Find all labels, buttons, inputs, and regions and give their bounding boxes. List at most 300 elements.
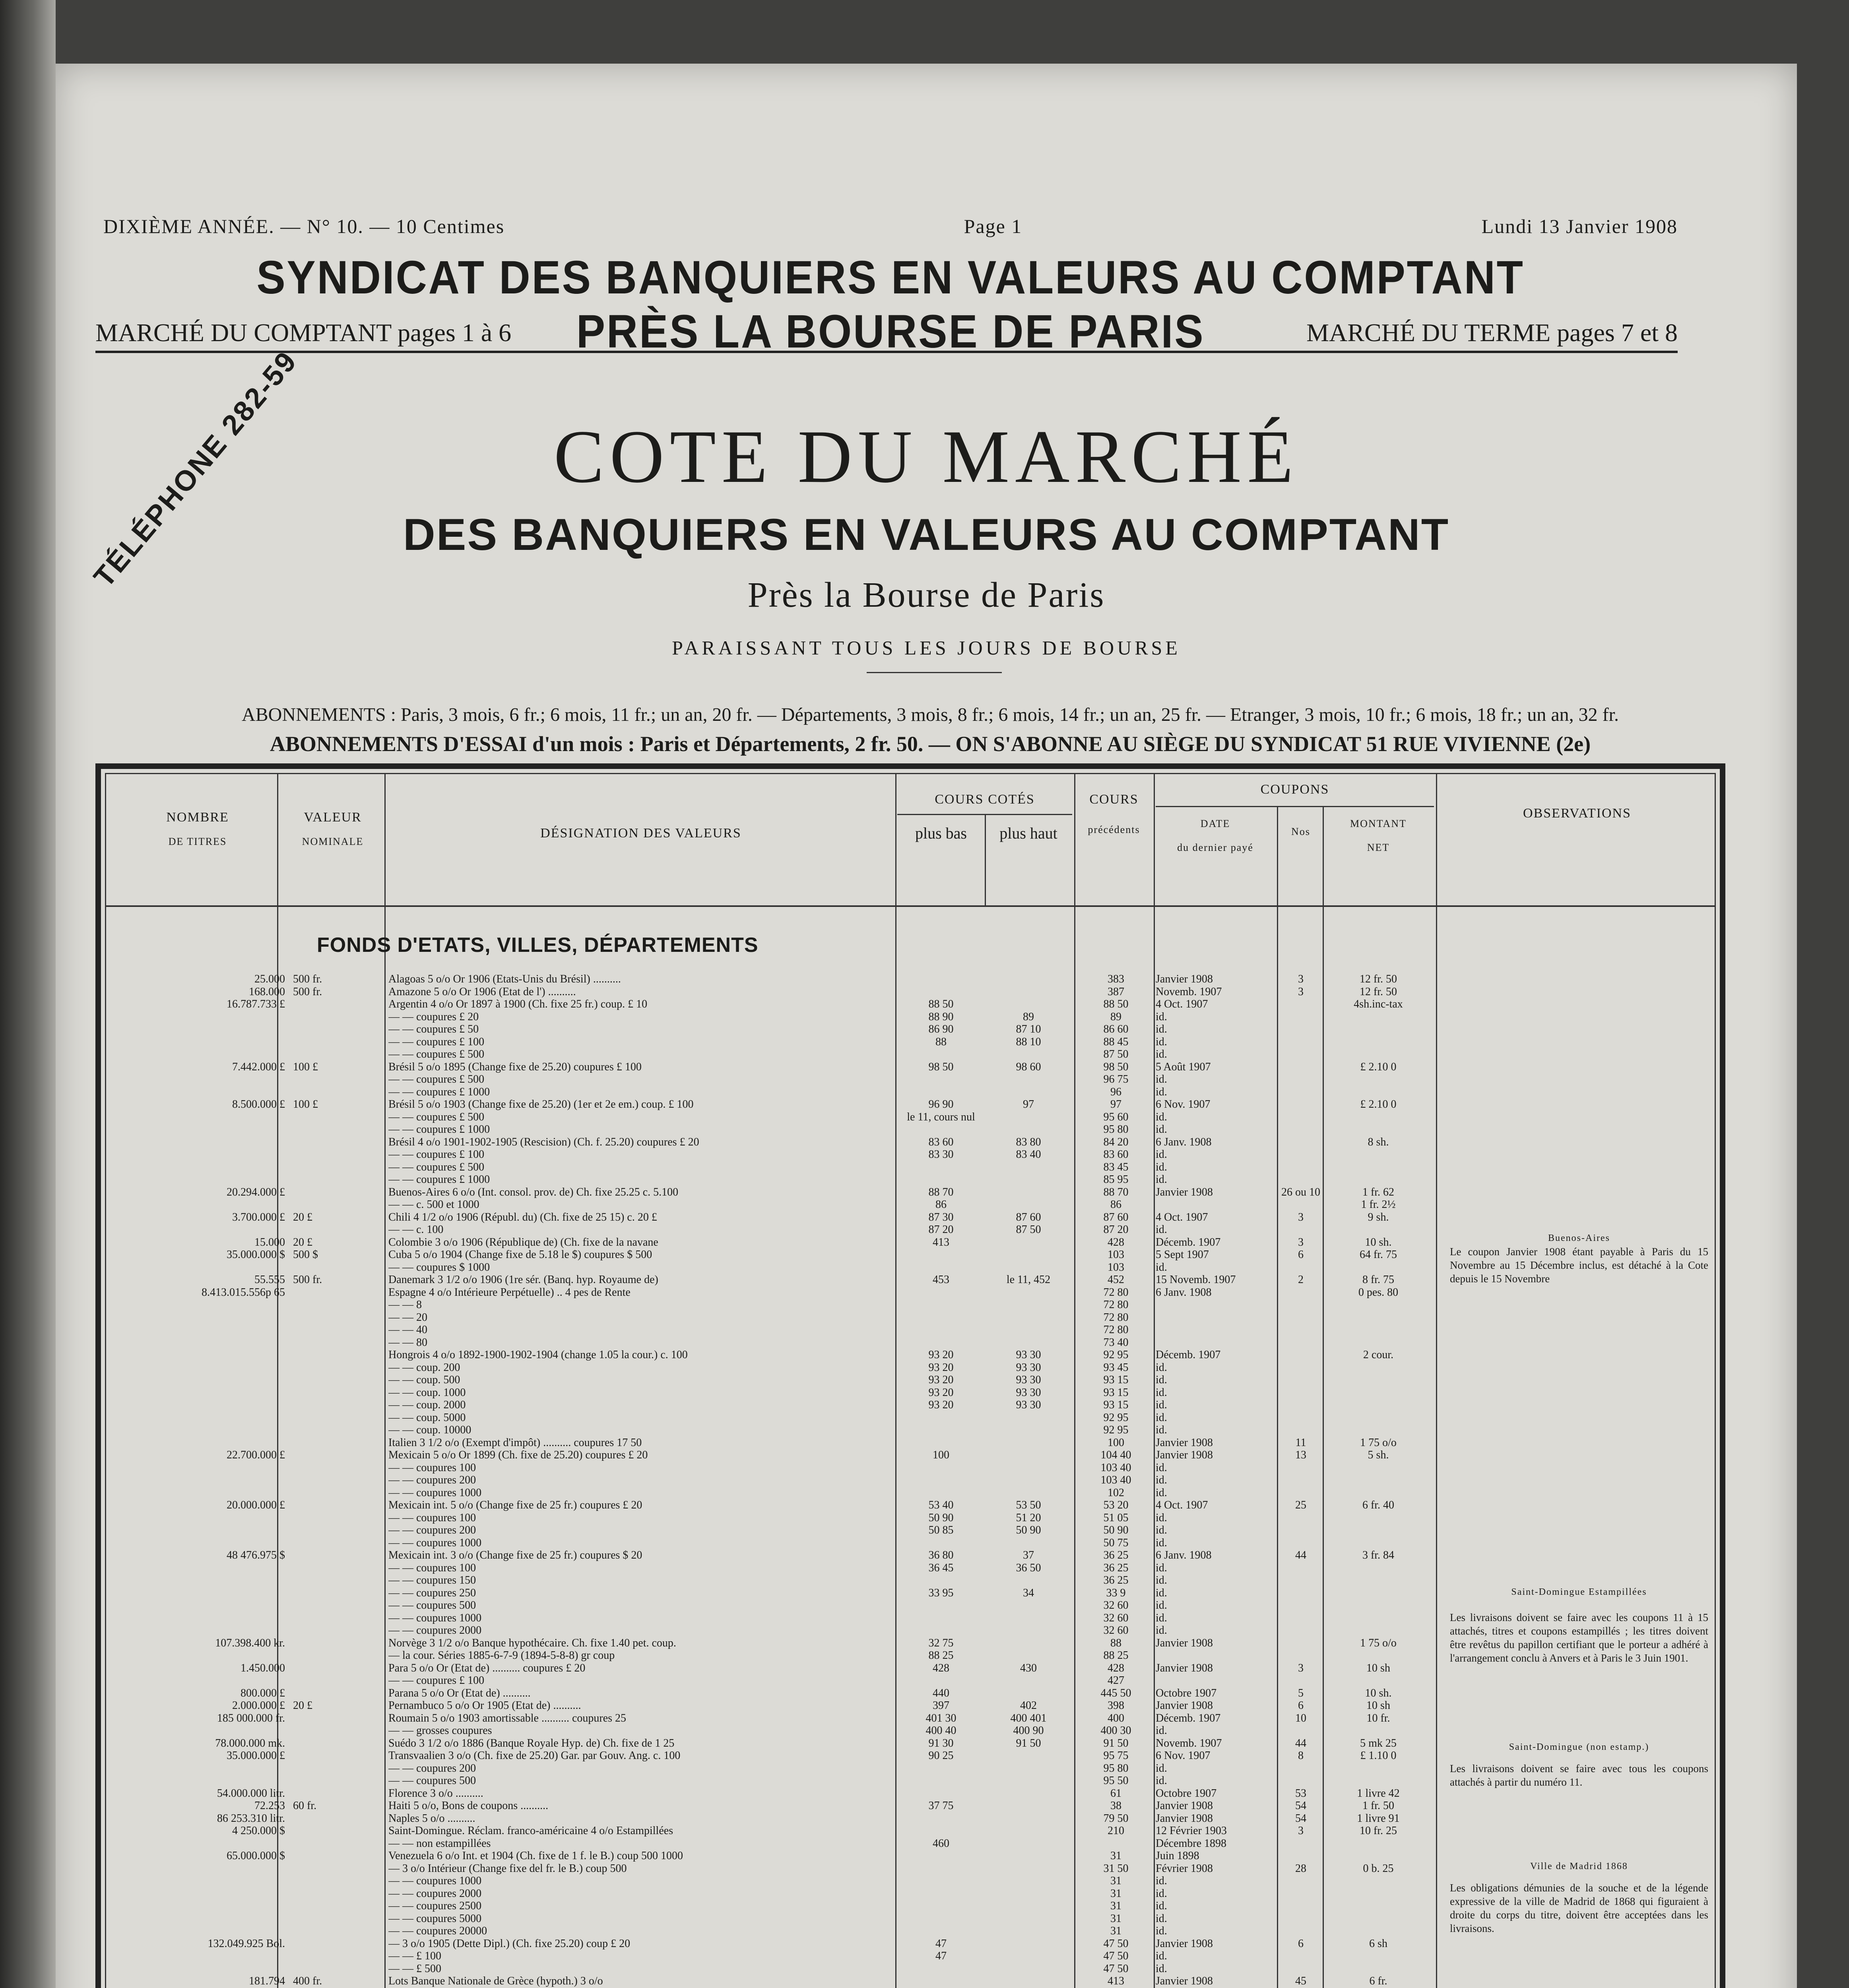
cell-cours-precedents: 92 95 <box>1103 1424 1129 1436</box>
cell-designation: — — coupures $ 1000 <box>388 1261 490 1274</box>
cell-designation: — — coupures 1000 <box>388 1486 482 1499</box>
section-title: FONDS D'ETATS, VILLES, DÉPARTEMENTS <box>317 934 759 957</box>
cell-cours-precedents: 210 <box>1108 1825 1124 1837</box>
cell-plus-haut: 83 80 <box>1016 1136 1041 1148</box>
newspaper-page <box>56 64 1797 1988</box>
cell-coupon-numero: 3 <box>1298 973 1304 985</box>
cell-coupon-numero: 3 <box>1298 985 1304 998</box>
cell-nombre: 8.500.000 £ <box>232 1098 285 1110</box>
cell-coupon-numero: 6 <box>1298 1248 1304 1261</box>
cell-coupon-date: Novemb. 1907 <box>1156 1737 1222 1749</box>
table-row <box>106 1211 1715 1223</box>
cell-designation: — — 20 <box>388 1311 427 1324</box>
issue-date: Lundi 13 Janvier 1908 <box>1481 215 1678 237</box>
cell-coupon-numero: 6 <box>1298 1699 1304 1712</box>
cell-coupon-montant: 8 sh. <box>1368 1136 1389 1148</box>
cell-designation: — — coup. 10000 <box>388 1424 471 1436</box>
cell-coupon-date: id. <box>1156 1925 1167 1937</box>
cell-coupon-montant: 0 b. 25 <box>1363 1862 1394 1875</box>
cell-coupon-numero: 2 <box>1298 1274 1304 1286</box>
table-row <box>106 1123 1715 1135</box>
cell-designation: Saint-Domingue. Réclam. franco-américaine 4 o/o Estampillées <box>388 1825 673 1837</box>
cell-plus-bas: 83 30 <box>928 1148 954 1161</box>
cell-coupon-date: id. <box>1156 1962 1167 1975</box>
cell-coupon-date: id. <box>1156 1010 1167 1023</box>
cell-cours-precedents: 93 15 <box>1103 1399 1129 1411</box>
cell-plus-haut: 97 <box>1023 1098 1034 1110</box>
cell-designation: — — coupures £ 1000 <box>388 1123 490 1136</box>
cell-coupon-date: id. <box>1156 1724 1167 1737</box>
cell-cours-precedents: 93 15 <box>1103 1374 1129 1386</box>
table-row <box>106 1399 1715 1411</box>
cell-cours-precedents: 103 40 <box>1100 1474 1131 1486</box>
cell-plus-haut: 93 30 <box>1016 1386 1041 1399</box>
cell-cours-precedents: 400 <box>1108 1712 1124 1724</box>
cell-designation: — — coup. 200 <box>388 1361 460 1374</box>
cell-coupon-date: id. <box>1156 1261 1167 1274</box>
cell-plus-bas: 47 <box>935 1950 947 1962</box>
cell-cours-precedents: 47 50 <box>1103 1937 1129 1950</box>
cell-cours-precedents: 50 90 <box>1103 1524 1129 1536</box>
cell-coupon-numero: 54 <box>1295 1800 1306 1812</box>
cell-designation: Brésil 5 o/o 1895 (Change fixe de 25.20) coupures £ 100 <box>388 1060 642 1073</box>
cell-plus-haut: 37 <box>1023 1549 1034 1561</box>
cell-designation: Norvège 3 1/2 o/o Banque hypothécaire. Ch. fixe 1.40 pet. coup. <box>388 1637 676 1649</box>
cell-coupon-date: 5 Août 1907 <box>1156 1060 1211 1073</box>
cell-coupon-montant: 1 fr. 50 <box>1362 1800 1395 1812</box>
cell-cours-precedents: 87 20 <box>1103 1223 1129 1236</box>
cell-cours-precedents: 88 45 <box>1103 1035 1129 1048</box>
cell-nombre: 2.000.000 £ <box>232 1699 285 1712</box>
cell-designation: — — coupures 100 <box>388 1461 476 1474</box>
cell-coupon-montant: 1 fr. 62 <box>1362 1186 1395 1198</box>
cell-cours-precedents: 47 50 <box>1103 1962 1129 1975</box>
cell-coupon-date: id. <box>1156 1561 1167 1574</box>
cell-cours-precedents: 72 80 <box>1103 1299 1129 1311</box>
table-row <box>106 998 1715 1010</box>
cell-plus-haut: 51 20 <box>1016 1511 1041 1524</box>
cell-coupon-date: id. <box>1156 1486 1167 1499</box>
cell-coupon-numero: 25 <box>1295 1499 1306 1511</box>
cell-plus-haut: 88 10 <box>1016 1035 1041 1048</box>
cell-coupon-date: id. <box>1156 1148 1167 1161</box>
cell-coupon-date: id. <box>1156 1887 1167 1900</box>
cell-designation: — 3 o/o Intérieur (Change fixe del fr. le B.) coup 500 <box>388 1862 627 1875</box>
cell-coupon-date: 15 Novemb. 1907 <box>1156 1274 1236 1286</box>
header-nombre: NOMBRE <box>166 810 229 825</box>
cell-plus-haut: 98 60 <box>1016 1060 1041 1073</box>
cell-plus-bas: 93 20 <box>928 1399 954 1411</box>
cell-coupon-date: Octobre 1907 <box>1156 1787 1217 1800</box>
cell-cours-precedents: 98 50 <box>1103 1060 1129 1073</box>
cell-designation: — — coupures 200 <box>388 1474 476 1486</box>
observation-saint-domingue-non-estamp <box>1450 1740 1708 1789</box>
cell-coupon-montant: 9 sh. <box>1368 1211 1389 1223</box>
cell-cours-precedents: 31 <box>1110 1875 1121 1887</box>
cell-coupon-montant: 1 fr. 2½ <box>1361 1198 1396 1211</box>
cell-coupon-date: Janvier 1908 <box>1156 1937 1213 1950</box>
marche-row <box>95 318 1678 353</box>
table-row <box>106 1299 1715 1310</box>
cell-coupon-date: id. <box>1156 1599 1167 1611</box>
cell-plus-haut: 53 50 <box>1016 1499 1041 1511</box>
cell-cours-precedents: 51 05 <box>1103 1511 1129 1524</box>
cell-designation: — — £ 100 <box>388 1950 441 1962</box>
cell-cours-precedents: 36 25 <box>1103 1549 1129 1561</box>
cell-cours-precedents: 32 60 <box>1103 1624 1129 1637</box>
cell-cours-precedents: 89 <box>1110 1010 1121 1023</box>
cell-designation: Roumain 5 o/o 1903 amortissable .......... coupures 25 <box>388 1712 627 1724</box>
cell-cours-precedents: 88 25 <box>1103 1649 1129 1662</box>
cell-coupon-date: 5 Sept 1907 <box>1156 1248 1209 1261</box>
cell-coupon-date: Janvier 1908 <box>1156 1662 1213 1674</box>
cell-cours-precedents: 79 50 <box>1103 1812 1129 1825</box>
observation-text: Les obligations démunies de la souche et de la légende expressive de la ville de Madrid de 1868 qui figuraient à droite du corps du titre, doivent être acceptées dans les livraisons. <box>1450 1882 1708 1934</box>
cell-coupon-numero: 8 <box>1298 1749 1304 1762</box>
cell-plus-haut: 93 30 <box>1016 1399 1041 1411</box>
observation-title: Buenos-Aires <box>1548 1233 1610 1243</box>
cell-coupon-date: Janvier 1908 <box>1156 973 1213 985</box>
header-precedents: précédents <box>1088 824 1140 835</box>
cell-coupon-montant: 1 75 o/o <box>1360 1637 1397 1649</box>
cell-cours-precedents: 72 80 <box>1103 1286 1129 1299</box>
table-header <box>106 774 1715 907</box>
cell-coupon-montant: 4sh.inc-tax <box>1354 998 1403 1010</box>
cell-plus-haut: 87 10 <box>1016 1023 1041 1035</box>
observation-title: Saint-Domingue Estampillées <box>1511 1587 1647 1597</box>
cell-nombre: 48 476.975 $ <box>227 1549 285 1561</box>
cell-designation: Colombie 3 o/o 1906 (République de) (Ch. fixe de la navane <box>388 1236 658 1248</box>
pres-bourse-line: Près la Bourse de Paris <box>747 575 1105 615</box>
cell-plus-haut: 93 30 <box>1016 1349 1041 1361</box>
table-row <box>106 1537 1715 1549</box>
cell-coupon-date: Janvier 1908 <box>1156 1436 1213 1449</box>
page-title: COTE DU MARCHÉ <box>553 415 1299 499</box>
cell-coupon-numero: 11 <box>1295 1436 1306 1449</box>
cell-cours-precedents: 31 <box>1110 1850 1121 1862</box>
table-row <box>106 1136 1715 1148</box>
cell-designation: Espagne 4 o/o Intérieure Perpétuelle) .. 4 pes de Rente <box>388 1286 631 1299</box>
cell-coupon-montant: 64 fr. 75 <box>1359 1248 1397 1261</box>
cell-cours-precedents: 36 25 <box>1103 1574 1129 1586</box>
cell-cours-precedents: 400 30 <box>1100 1724 1131 1737</box>
cell-nombre: 3.700.000 £ <box>232 1211 285 1223</box>
table-row <box>106 1111 1715 1123</box>
cell-designation: — — coupures 500 <box>388 1774 476 1787</box>
cell-coupon-date: Janvier 1908 <box>1156 1637 1213 1649</box>
cell-coupon-date: id. <box>1156 1536 1167 1549</box>
cell-designation: Danemark 3 1/2 o/o 1906 (1re sér. (Banq. hyp. Royaume de) <box>388 1274 658 1286</box>
cell-coupon-montant: £ 2.10 0 <box>1360 1098 1397 1110</box>
cell-designation: Mexicain 5 o/o Or 1899 (Ch. fixe de 25.20) coupures £ 20 <box>388 1449 648 1461</box>
cell-cours-precedents: 36 25 <box>1103 1561 1129 1574</box>
cell-coupon-numero: 54 <box>1295 1812 1306 1825</box>
cell-designation: — 3 o/o 1905 (Dette Dipl.) (Ch. fixe 25.20) coup £ 20 <box>388 1937 631 1950</box>
cell-coupon-date: id. <box>1156 1374 1167 1386</box>
cell-coupon-montant: 1 livre 91 <box>1357 1812 1400 1825</box>
cell-designation: Mexicain int. 5 o/o (Change fixe de 25 fr.) coupures £ 20 <box>388 1499 642 1511</box>
cell-cours-precedents: 93 45 <box>1103 1361 1129 1374</box>
cell-cours-precedents: 72 80 <box>1103 1324 1129 1336</box>
table-row <box>106 1286 1715 1298</box>
cell-nombre: 185 000.000 fr. <box>217 1712 285 1724</box>
cell-cours-precedents: 398 <box>1108 1699 1124 1712</box>
cell-coupon-numero: 3 <box>1298 1236 1304 1248</box>
cell-nombre: 16.787.733 £ <box>227 998 285 1010</box>
cell-plus-bas: 88 90 <box>928 1010 954 1023</box>
cell-coupon-date: id. <box>1156 1110 1167 1123</box>
cell-cours-precedents: 92 95 <box>1103 1411 1129 1424</box>
cell-valeur: 20 £ <box>293 1211 312 1223</box>
cell-coupon-montant: 10 sh. <box>1365 1236 1392 1248</box>
cell-coupon-date: Novemb. 1907 <box>1156 985 1222 998</box>
cell-plus-bas: 397 <box>933 1699 949 1712</box>
cell-valeur: 500 fr. <box>293 973 322 985</box>
cell-coupon-date: id. <box>1156 1399 1167 1411</box>
header-observations: OBSERVATIONS <box>1523 806 1631 821</box>
cell-cours-precedents: 61 <box>1110 1787 1121 1800</box>
cell-plus-haut: 50 90 <box>1016 1524 1041 1536</box>
table-row <box>106 1161 1715 1173</box>
cell-nombre: 35.000.000 $ <box>227 1248 285 1261</box>
table-row <box>106 1674 1715 1686</box>
observation-title: Ville de Madrid 1868 <box>1530 1861 1628 1872</box>
cell-plus-haut: 91 50 <box>1016 1737 1041 1749</box>
cell-coupon-numero: 28 <box>1295 1862 1306 1875</box>
cell-cours-precedents: 427 <box>1108 1674 1124 1687</box>
cell-valeur: 500 fr. <box>293 1274 322 1286</box>
cell-coupon-date: Décemb. 1907 <box>1156 1349 1221 1361</box>
cell-designation: Suédo 3 1/2 o/o 1886 (Banque Royale Hyp. de) Ch. fixe de 1 25 <box>388 1737 675 1749</box>
cell-designation: — — coupures 2500 <box>388 1900 482 1912</box>
cell-coupon-numero: 13 <box>1295 1449 1306 1461</box>
cell-designation: — — coupures 500 <box>388 1599 476 1611</box>
cell-cours-precedents: 95 60 <box>1103 1110 1129 1123</box>
cell-nombre: 25.000 <box>254 973 285 985</box>
table-row <box>106 1499 1715 1511</box>
table-row <box>106 1048 1715 1060</box>
table-row <box>106 1938 1715 1949</box>
cell-coupon-date: Janvier 1908 <box>1156 1812 1213 1825</box>
cell-plus-bas: 100 <box>933 1449 949 1461</box>
cell-plus-haut: 89 <box>1023 1010 1034 1023</box>
cell-designation: — — coupures £ 500 <box>388 1161 485 1173</box>
cell-cours-precedents: 428 <box>1108 1662 1124 1674</box>
cell-nombre: 181.794 <box>249 1975 285 1987</box>
cell-designation: Brésil 5 o/o 1903 (Change fixe de 25.20) (1er et 2e em.) coup. £ 100 <box>388 1098 694 1110</box>
cell-plus-bas: 440 <box>933 1687 949 1699</box>
cell-plus-bas: 401 30 <box>925 1712 957 1724</box>
header-numeros: Nos <box>1291 826 1310 837</box>
cell-plus-haut: 87 60 <box>1016 1211 1041 1223</box>
table-row <box>106 1061 1715 1073</box>
cell-coupon-montant: 12 fr. 50 <box>1359 973 1397 985</box>
cell-coupon-date: id. <box>1156 1173 1167 1186</box>
essai-line: ABONNEMENTS D'ESSAI d'un mois : Paris et Départements, 2 fr. 50. — ON S'ABONNE AU SIÈGE DU SYNDICAT 51 RUE VIVIENNE (2e) <box>270 732 1591 756</box>
cell-valeur: 500 fr. <box>293 985 322 998</box>
cell-coupon-date: id. <box>1156 1474 1167 1486</box>
cell-designation: Amazone 5 o/o Or 1906 (Etat de l') .......... <box>388 985 576 998</box>
cell-plus-bas: 90 25 <box>928 1749 954 1762</box>
cell-cours-precedents: 33 9 <box>1106 1586 1126 1599</box>
cell-coupon-montant: 10 sh. <box>1365 1687 1392 1699</box>
cell-coupon-montant: 3 fr. 84 <box>1362 1549 1395 1561</box>
cell-plus-haut: 402 <box>1020 1699 1037 1712</box>
observation-saint-domingue-estampillees <box>1450 1585 1708 1665</box>
cell-cours-precedents: 87 60 <box>1103 1211 1129 1223</box>
cell-designation: — — coupures 200 <box>388 1762 476 1774</box>
cell-designation: — — c. 500 et 1000 <box>388 1198 479 1211</box>
table-row <box>106 973 1715 985</box>
cell-coupon-date: Décemb. 1907 <box>1156 1236 1221 1248</box>
cell-coupon-date: id. <box>1156 1912 1167 1925</box>
cell-plus-bas: 32 75 <box>928 1637 954 1649</box>
cell-coupon-date: 6 Nov. 1907 <box>1156 1098 1211 1110</box>
header-cours-cotes: COURS COTÉS <box>935 792 1035 807</box>
cell-designation: — — coupures £ 1000 <box>388 1173 490 1186</box>
cell-cours-precedents: 84 20 <box>1103 1136 1129 1148</box>
cell-coupon-date: 4 Oct. 1907 <box>1156 1211 1208 1223</box>
table-row <box>106 1036 1715 1048</box>
cell-plus-haut: 93 30 <box>1016 1374 1041 1386</box>
cell-plus-bas: 50 85 <box>928 1524 954 1536</box>
header-date: DATE <box>1200 818 1230 829</box>
cell-valeur: 20 £ <box>293 1236 312 1248</box>
cell-plus-bas: 87 30 <box>928 1211 954 1223</box>
table-row <box>106 1011 1715 1023</box>
cell-designation: — — coupures £ 500 <box>388 1073 485 1085</box>
cell-designation: Italien 3 1/2 o/o (Exempt d'impôt) .......... coupures 17 50 <box>388 1436 642 1449</box>
cell-nombre: 35.000.000 £ <box>227 1749 285 1762</box>
header-dernier-paye: du dernier payé <box>1177 842 1253 853</box>
cell-cours-precedents: 73 40 <box>1103 1336 1129 1349</box>
cell-cours-precedents: 103 40 <box>1100 1461 1131 1474</box>
cell-coupon-date: Décembre 1898 <box>1156 1837 1227 1850</box>
cell-plus-bas: 91 30 <box>928 1737 954 1749</box>
cell-designation: — — coupures £ 20 <box>388 1010 479 1023</box>
cell-plus-bas: 86 <box>935 1198 947 1211</box>
cell-nombre: 8.413.015.556p 65 <box>202 1286 285 1299</box>
cell-cours-precedents: 83 45 <box>1103 1161 1129 1173</box>
table-row <box>106 1524 1715 1536</box>
cell-plus-haut: 400 90 <box>1013 1724 1044 1737</box>
header-nominale: NOMINALE <box>302 836 364 847</box>
cell-designation: — — coupures 150 <box>388 1574 476 1586</box>
cell-designation: — — 80 <box>388 1336 427 1349</box>
cell-nombre: 72.253 <box>254 1800 285 1812</box>
table-row <box>106 1687 1715 1699</box>
cell-cours-precedents: 96 <box>1110 1085 1121 1098</box>
cell-cours-precedents: 32 60 <box>1103 1599 1129 1611</box>
cell-cours-precedents: 383 <box>1108 973 1124 985</box>
cell-cours-precedents: 72 80 <box>1103 1311 1129 1324</box>
cell-coupon-date: 4 Oct. 1907 <box>1156 1499 1208 1511</box>
cell-coupon-date: Janvier 1908 <box>1156 1699 1213 1712</box>
page-number: Page 1 <box>964 215 1022 237</box>
table-row <box>106 1825 1715 1837</box>
cell-cours-precedents: 102 <box>1108 1486 1124 1499</box>
cell-plus-haut: 34 <box>1023 1586 1034 1599</box>
table-row <box>106 1424 1715 1436</box>
cell-cours-precedents: 95 80 <box>1103 1123 1129 1136</box>
cell-cours-precedents: 31 <box>1110 1925 1121 1937</box>
cell-nombre: 107.398.400 kr. <box>215 1637 285 1649</box>
observation-text: Le coupon Janvier 1908 étant payable à Paris du 15 Novembre au 15 Décembre inclus, est détaché à la Cote depuis le 15 Novembre <box>1450 1246 1708 1285</box>
cell-nombre: 55.555 <box>254 1274 285 1286</box>
cell-coupon-date: Janvier 1908 <box>1156 1449 1213 1461</box>
cell-coupon-date: id. <box>1156 1586 1167 1599</box>
telephone-label: TÉLÉPHONE 282-59 <box>87 345 304 594</box>
cell-cours-precedents: 445 50 <box>1100 1687 1131 1699</box>
cell-coupon-date: Octobre 1907 <box>1156 1687 1217 1699</box>
cell-coupon-date: id. <box>1156 1511 1167 1524</box>
cell-cours-precedents: 93 15 <box>1103 1386 1129 1399</box>
cell-coupon-montant: 1 75 o/o <box>1360 1436 1397 1449</box>
cell-cours-precedents: 103 <box>1108 1261 1124 1274</box>
cell-nombre: 4 250.000 $ <box>232 1825 285 1837</box>
header-valeur: VALEUR <box>304 810 362 825</box>
cell-plus-bas: 36 45 <box>928 1561 954 1574</box>
cell-designation: — — coupures 2000 <box>388 1887 482 1900</box>
cell-plus-haut: 36 50 <box>1016 1561 1041 1574</box>
table-row <box>106 1324 1715 1336</box>
cell-coupon-date: id. <box>1156 1950 1167 1962</box>
cell-designation: Venezuela 6 o/o Int. et 1904 (Ch. fixe de 1 f. le B.) coup 500 1000 <box>388 1850 683 1862</box>
cell-designation: — — coupures 1000 <box>388 1536 482 1549</box>
cell-designation: — — 8 <box>388 1299 422 1311</box>
cell-cours-precedents: 95 80 <box>1103 1762 1129 1774</box>
header-net: NET <box>1367 842 1390 853</box>
cell-valeur: 100 £ <box>293 1098 318 1110</box>
book-spine <box>0 0 56 1988</box>
table-row <box>106 1800 1715 1811</box>
table-row <box>106 1975 1715 1987</box>
cell-coupon-numero: 44 <box>1295 1737 1306 1749</box>
table-row <box>106 1562 1715 1574</box>
cell-coupon-numero: 44 <box>1295 1549 1306 1561</box>
cell-designation: — — coupures 1000 <box>388 1875 482 1887</box>
cell-coupon-date: 6 Janv. 1908 <box>1156 1136 1212 1148</box>
table-row <box>106 1449 1715 1461</box>
cell-cours-precedents: 83 60 <box>1103 1148 1129 1161</box>
cell-cours-precedents: 96 75 <box>1103 1073 1129 1085</box>
cell-designation: — la cour. Séries 1885-6-7-9 (1894-5-8-8) gr coup <box>388 1649 615 1662</box>
cell-plus-bas: 86 90 <box>928 1023 954 1035</box>
cell-coupon-montant: 8 fr. 75 <box>1362 1274 1395 1286</box>
table-row <box>106 1512 1715 1524</box>
cell-coupon-numero: 5 <box>1298 1687 1304 1699</box>
cell-valeur: 20 £ <box>293 1699 312 1712</box>
cell-plus-haut: 430 <box>1020 1662 1037 1674</box>
paraissant-line: PARAISSANT TOUS LES JOURS DE BOURSE <box>672 637 1181 659</box>
table-row <box>106 1411 1715 1423</box>
cell-cours-precedents: 92 95 <box>1103 1349 1129 1361</box>
cell-coupon-date: id. <box>1156 1524 1167 1536</box>
cell-coupon-montant: 2 cour. <box>1363 1349 1394 1361</box>
cell-coupon-montant: 5 sh. <box>1368 1449 1389 1461</box>
table-row <box>106 1173 1715 1185</box>
cell-plus-bas: 88 <box>935 1035 947 1048</box>
cell-cours-precedents: 104 40 <box>1100 1449 1131 1461</box>
cell-plus-bas: 460 <box>933 1837 949 1850</box>
observation-madrid <box>1450 1860 1708 1935</box>
cell-designation: — — coup. 5000 <box>388 1411 466 1424</box>
table-row <box>106 1549 1715 1561</box>
cell-cours-precedents: 95 50 <box>1103 1774 1129 1787</box>
cell-designation: — — coupures £ 100 <box>388 1035 485 1048</box>
table-row <box>106 1812 1715 1824</box>
cell-cours-precedents: 50 75 <box>1103 1536 1129 1549</box>
